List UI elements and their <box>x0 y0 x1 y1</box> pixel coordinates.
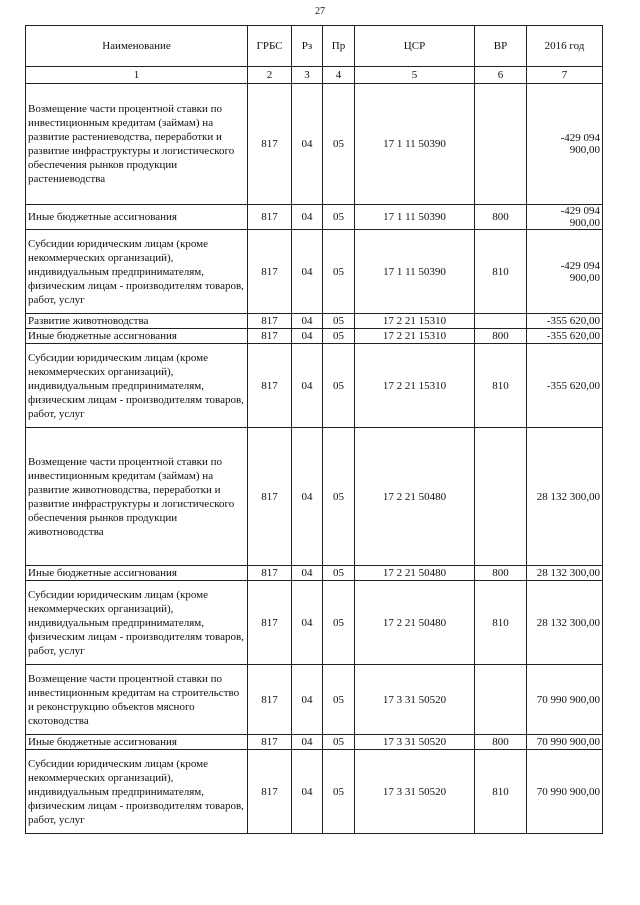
row-pr: 05 <box>323 205 355 230</box>
row-pr: 05 <box>323 84 355 205</box>
row-amount: 28 132 300,00 <box>527 566 603 581</box>
row-csr: 17 1 11 50390 <box>355 84 475 205</box>
row-csr: 17 2 21 50480 <box>355 566 475 581</box>
row-name: Субсидии юридическим лицам (кроме некоммерческих организаций), индивидуальным предпринимателям, физическим лицам - производителям товаров, работ, услуг <box>26 581 248 665</box>
row-csr: 17 2 21 15310 <box>355 344 475 428</box>
row-vr: 800 <box>475 735 527 750</box>
row-pr: 05 <box>323 428 355 566</box>
row-amount: -429 094 900,00 <box>527 230 603 314</box>
row-rz: 04 <box>292 344 323 428</box>
row-pr: 05 <box>323 329 355 344</box>
row-name: Субсидии юридическим лицам (кроме некоммерческих организаций), индивидуальным предпринимателям, физическим лицам - производителям товаров, работ, услуг <box>26 230 248 314</box>
row-grbs: 817 <box>248 566 292 581</box>
row-csr: 17 2 21 15310 <box>355 329 475 344</box>
row-grbs: 817 <box>248 665 292 735</box>
budget-table <box>25 25 603 834</box>
row-csr: 17 1 11 50390 <box>355 205 475 230</box>
table-row <box>26 314 603 329</box>
table-row <box>26 581 603 665</box>
header-name: Наименование <box>26 26 248 67</box>
row-vr: 810 <box>475 750 527 834</box>
row-name: Возмещение части процентной ставки по инвестиционным кредитам (займам) на развитие растениеводства, переработки и развитие инфраструктуры и логистического обеспечения рынков продукции растениеводства <box>26 84 248 205</box>
table-row <box>26 428 603 566</box>
row-vr: 800 <box>475 329 527 344</box>
row-amount: -355 620,00 <box>527 314 603 329</box>
row-grbs: 817 <box>248 84 292 205</box>
row-name: Субсидии юридическим лицам (кроме некоммерческих организаций), индивидуальным предпринимателям, физическим лицам - производителям товаров, работ, услуг <box>26 750 248 834</box>
row-name: Иные бюджетные ассигнования <box>26 329 248 344</box>
row-name: Иные бюджетные ассигнования <box>26 566 248 581</box>
row-csr: 17 3 31 50520 <box>355 750 475 834</box>
table-row <box>26 84 603 205</box>
row-name: Возмещение части процентной ставки по инвестиционным кредитам (займам) на развитие животноводства, переработки и развитие инфраструктуры и логистического обеспечения рынков продукции животноводства <box>26 428 248 566</box>
row-csr: 17 1 11 50390 <box>355 230 475 314</box>
column-number: 5 <box>355 67 475 84</box>
row-rz: 04 <box>292 84 323 205</box>
row-rz: 04 <box>292 205 323 230</box>
row-grbs: 817 <box>248 314 292 329</box>
header-row <box>26 26 603 67</box>
table-row <box>26 750 603 834</box>
row-grbs: 817 <box>248 735 292 750</box>
row-rz: 04 <box>292 428 323 566</box>
table-row <box>26 566 603 581</box>
row-amount: -355 620,00 <box>527 344 603 428</box>
row-name: Иные бюджетные ассигнования <box>26 205 248 230</box>
row-amount: -429 094 900,00 <box>527 205 603 230</box>
column-number: 1 <box>26 67 248 84</box>
row-rz: 04 <box>292 750 323 834</box>
header-rz: Рз <box>292 26 323 67</box>
row-amount: 70 990 900,00 <box>527 750 603 834</box>
row-amount: -355 620,00 <box>527 329 603 344</box>
row-grbs: 817 <box>248 230 292 314</box>
row-vr: 810 <box>475 581 527 665</box>
table-row <box>26 665 603 735</box>
table-row <box>26 205 603 230</box>
row-rz: 04 <box>292 735 323 750</box>
header-grbs: ГРБС <box>248 26 292 67</box>
row-name: Возмещение части процентной ставки по инвестиционным кредитам на строительство и реконструкцию объектов мясного скотоводства <box>26 665 248 735</box>
row-grbs: 817 <box>248 428 292 566</box>
column-number: 7 <box>527 67 603 84</box>
row-amount: 70 990 900,00 <box>527 735 603 750</box>
row-amount: 28 132 300,00 <box>527 581 603 665</box>
header-pr: Пр <box>323 26 355 67</box>
row-pr: 05 <box>323 735 355 750</box>
row-rz: 04 <box>292 566 323 581</box>
row-pr: 05 <box>323 230 355 314</box>
row-pr: 05 <box>323 581 355 665</box>
row-pr: 05 <box>323 750 355 834</box>
row-grbs: 817 <box>248 750 292 834</box>
row-vr: 800 <box>475 205 527 230</box>
row-vr: 800 <box>475 566 527 581</box>
row-vr <box>475 84 527 205</box>
row-grbs: 817 <box>248 581 292 665</box>
row-vr: 810 <box>475 230 527 314</box>
row-pr: 05 <box>323 566 355 581</box>
row-amount: 70 990 900,00 <box>527 665 603 735</box>
column-number-row <box>26 67 603 84</box>
row-vr <box>475 314 527 329</box>
row-rz: 04 <box>292 314 323 329</box>
row-grbs: 817 <box>248 329 292 344</box>
header-vr: ВР <box>475 26 527 67</box>
row-pr: 05 <box>323 665 355 735</box>
row-name: Иные бюджетные ассигнования <box>26 735 248 750</box>
table-row <box>26 735 603 750</box>
column-number: 6 <box>475 67 527 84</box>
row-csr: 17 2 21 50480 <box>355 428 475 566</box>
row-pr: 05 <box>323 344 355 428</box>
row-rz: 04 <box>292 581 323 665</box>
row-grbs: 817 <box>248 205 292 230</box>
row-amount: -429 094 900,00 <box>527 84 603 205</box>
table-row <box>26 344 603 428</box>
row-csr: 17 2 21 15310 <box>355 314 475 329</box>
header-csr: ЦСР <box>355 26 475 67</box>
row-grbs: 817 <box>248 344 292 428</box>
row-vr <box>475 428 527 566</box>
row-csr: 17 3 31 50520 <box>355 735 475 750</box>
row-vr: 810 <box>475 344 527 428</box>
row-name: Развитие животноводства <box>26 314 248 329</box>
row-csr: 17 2 21 50480 <box>355 581 475 665</box>
row-name: Субсидии юридическим лицам (кроме некоммерческих организаций), индивидуальным предпринимателям, физическим лицам - производителям товаров, работ, услуг <box>26 344 248 428</box>
table-row <box>26 329 603 344</box>
page-number: 27 <box>315 6 325 17</box>
table-row <box>26 230 603 314</box>
column-number: 3 <box>292 67 323 84</box>
row-amount: 28 132 300,00 <box>527 428 603 566</box>
row-rz: 04 <box>292 230 323 314</box>
row-pr: 05 <box>323 314 355 329</box>
row-rz: 04 <box>292 665 323 735</box>
header-year: 2016 год <box>527 26 603 67</box>
row-csr: 17 3 31 50520 <box>355 665 475 735</box>
column-number: 4 <box>323 67 355 84</box>
column-number: 2 <box>248 67 292 84</box>
row-vr <box>475 665 527 735</box>
row-rz: 04 <box>292 329 323 344</box>
